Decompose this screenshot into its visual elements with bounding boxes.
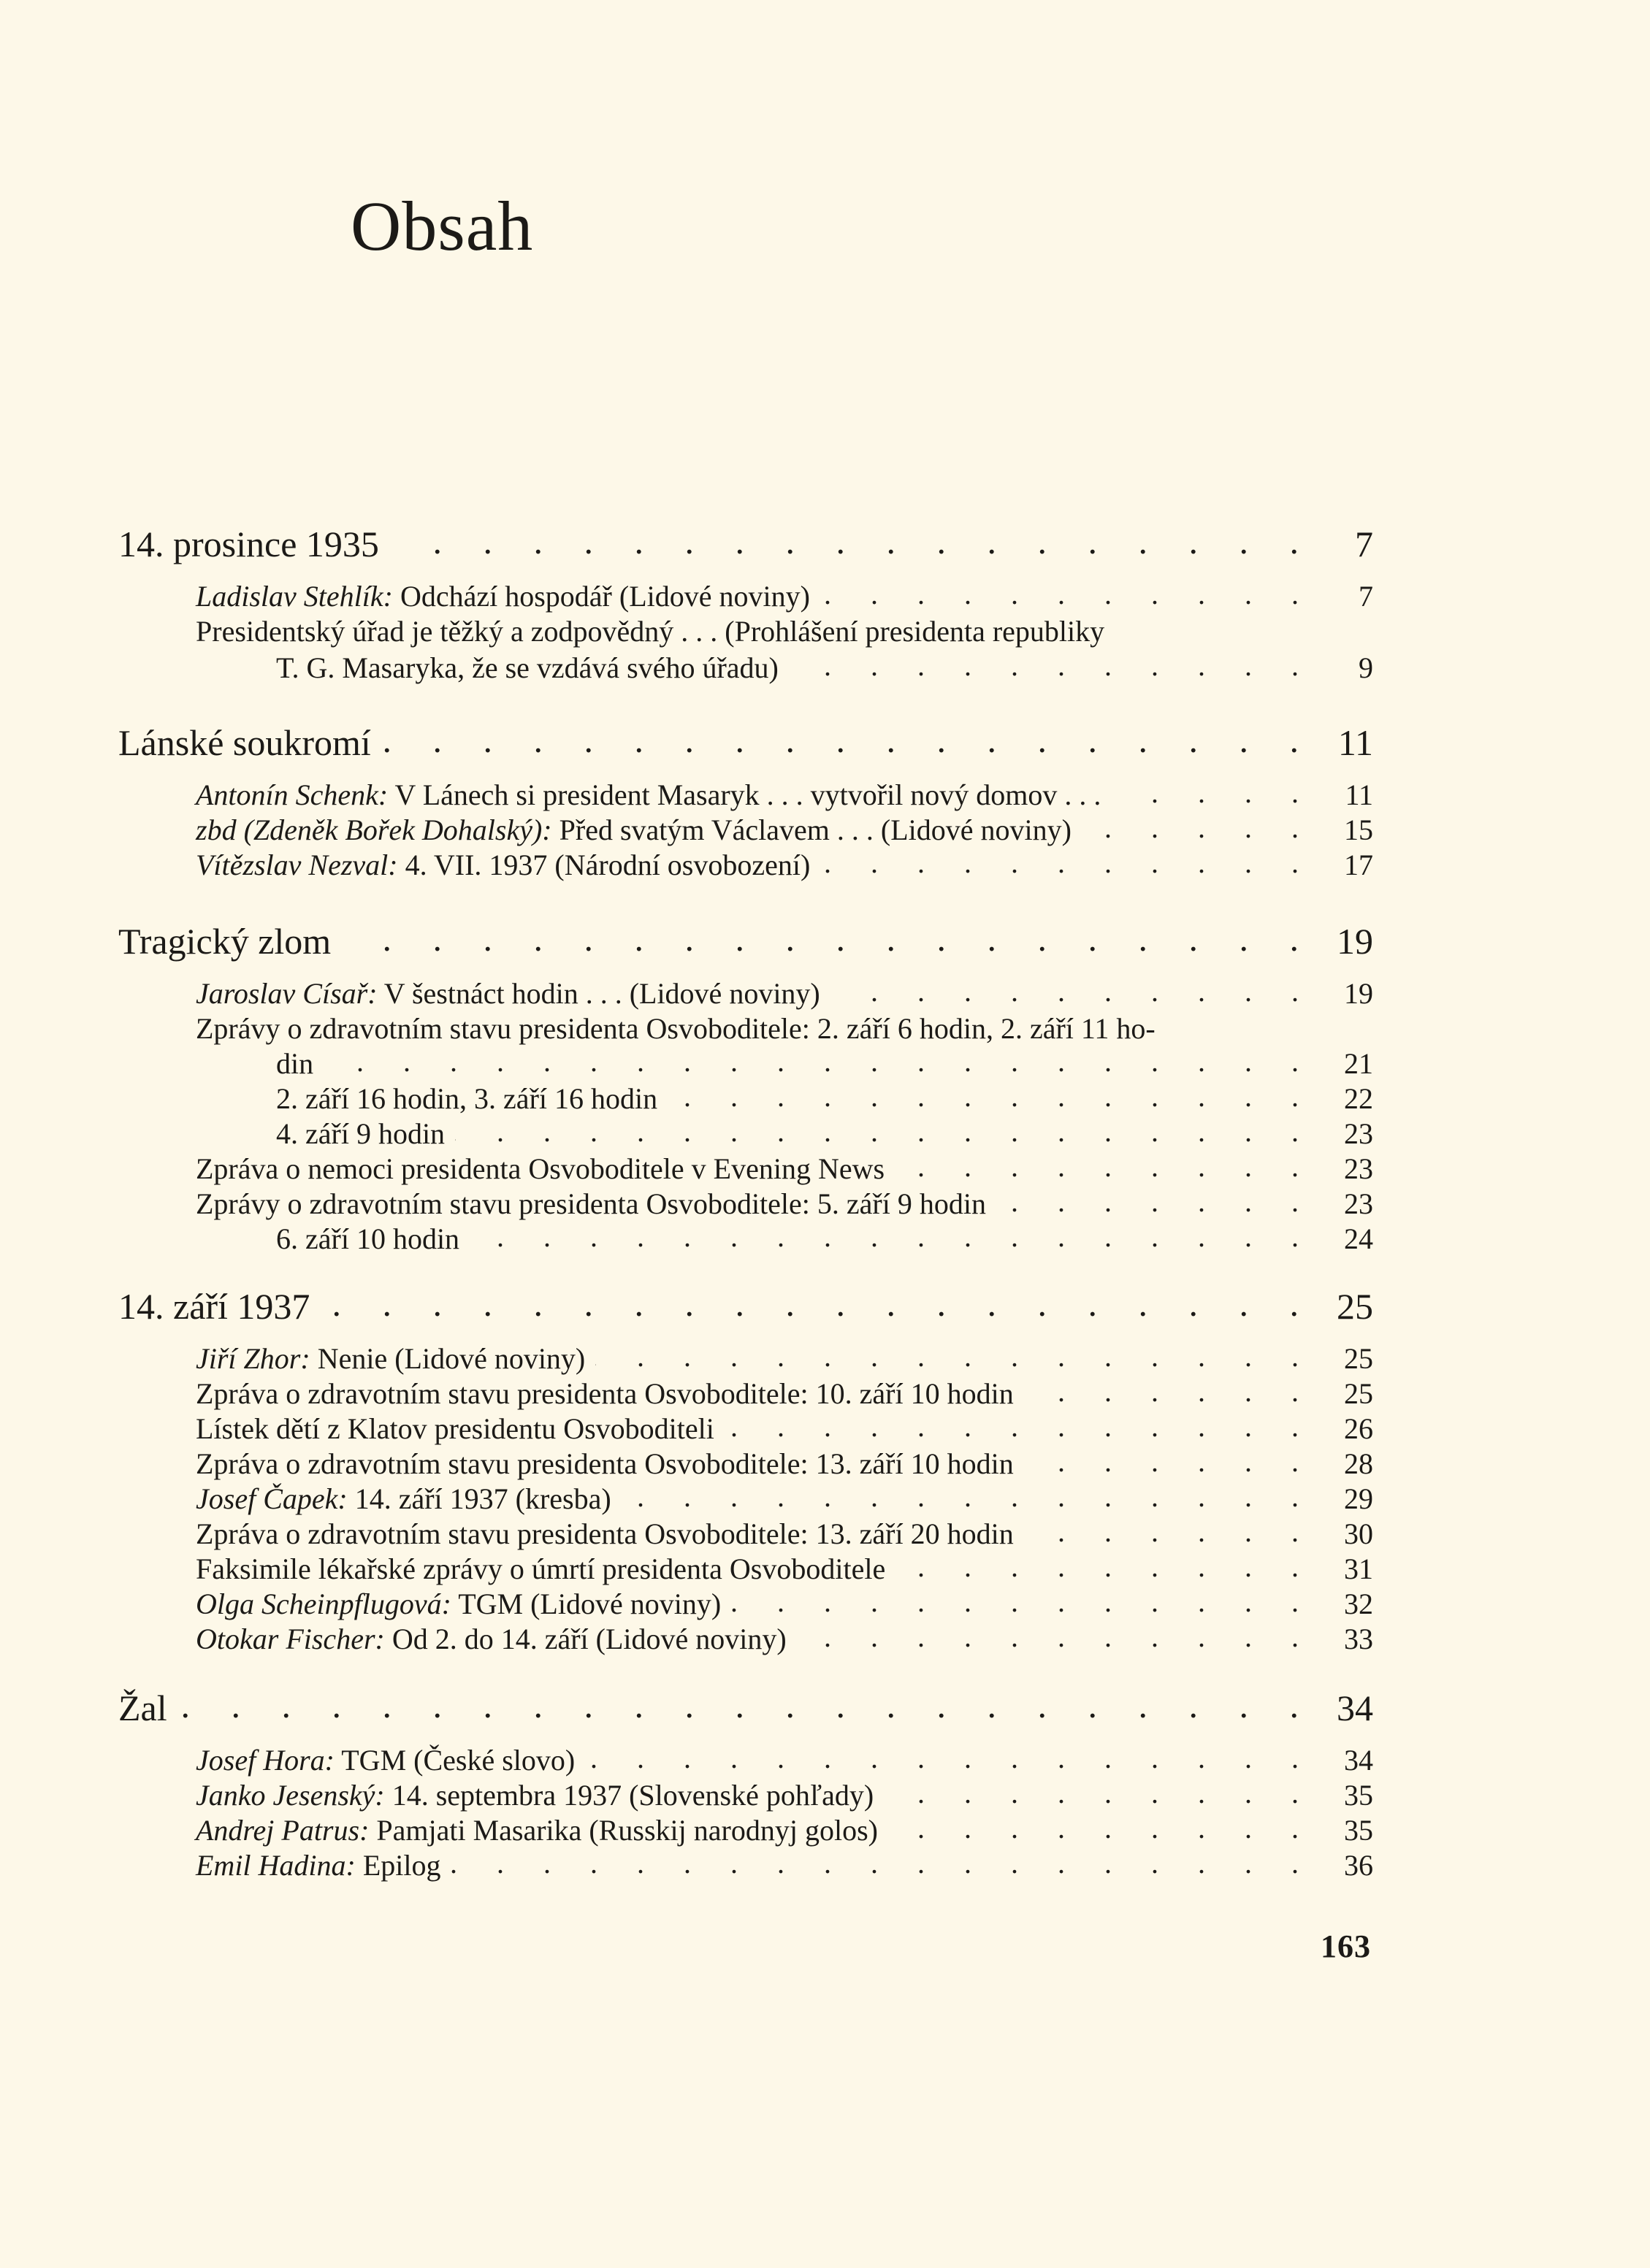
entry-title: 4. VII. 1937 (Národní osvobození) <box>397 848 811 881</box>
dot-leader <box>797 1620 1315 1649</box>
toc-entry-row[interactable] <box>0 775 1373 812</box>
entry-title: Od 2. do 14. září (Lidové noviny) <box>384 1623 787 1655</box>
section-title: 14. září 1937 <box>118 1286 310 1327</box>
dot-leader <box>595 1339 1315 1368</box>
section-title: Tragický zlom <box>118 921 332 962</box>
entry-text <box>0 976 820 1011</box>
entry-page-number: 36 <box>1344 1849 1373 1882</box>
section-page-number: 34 <box>1337 1687 1373 1728</box>
entry-title: Nenie (Lidové noviny) <box>310 1342 586 1375</box>
dot-leader <box>585 1741 1315 1770</box>
dot-leader <box>1024 1514 1315 1544</box>
entry-text <box>0 1482 611 1516</box>
dot-leader <box>324 1044 1315 1073</box>
dot-leader <box>622 1479 1315 1509</box>
entry-page-number: 24 <box>1344 1222 1373 1255</box>
entry-text <box>0 1116 445 1151</box>
toc-entry-row[interactable] <box>0 1741 1373 1777</box>
dot-leader <box>381 719 1315 755</box>
entry-author: Josef Čapek: <box>196 1482 348 1515</box>
dot-leader <box>820 846 1315 875</box>
dot-leader <box>1024 1444 1315 1474</box>
entry-author: Josef Hora: <box>196 1744 335 1777</box>
entry-text <box>0 813 1072 847</box>
toc-entry-row[interactable] <box>0 1846 1373 1882</box>
toc-entry-row[interactable] <box>0 1374 1373 1411</box>
section-page-number: 7 <box>1355 524 1373 564</box>
entry-author: Jaroslav Císař: <box>196 977 378 1010</box>
section-page-number: 25 <box>1337 1286 1373 1327</box>
entry-author: zbd (Zdeněk Bořek Dohalský): <box>196 813 552 846</box>
toc-entry-row[interactable] <box>0 1514 1373 1551</box>
toc-entry-row[interactable] <box>0 648 1373 685</box>
toc-entry-row[interactable] <box>0 1585 1373 1621</box>
entry-page-number: 23 <box>1344 1187 1373 1220</box>
entry-title: 14. září 1937 (kresba) <box>347 1482 611 1515</box>
page-title: Obsah <box>351 187 534 265</box>
toc-entry-row[interactable] <box>0 1079 1373 1116</box>
entry-page-number: 11 <box>1345 778 1373 811</box>
entry-page-number: 25 <box>1344 1377 1373 1410</box>
toc-section-row[interactable] <box>0 1282 1373 1328</box>
entry-title: V šestnáct hodin . . . (Lidové noviny) <box>377 977 820 1010</box>
entry-page-number: 22 <box>1344 1082 1373 1115</box>
entry-page-number: 31 <box>1344 1552 1373 1585</box>
entry-text <box>0 579 810 613</box>
entry-text <box>0 1587 721 1621</box>
toc-entry-row[interactable] <box>0 1620 1373 1656</box>
entry-text <box>0 778 1101 812</box>
entry-title: Faksimile lékařské zprávy o úmrtí presidenta Osvoboditele <box>196 1552 886 1585</box>
entry-author: Olga Scheinpflugová: <box>196 1587 451 1620</box>
entry-author: Emil Hadina: <box>196 1849 356 1882</box>
entry-text <box>0 651 779 685</box>
toc-section-row[interactable] <box>0 917 1373 962</box>
entry-page-number: 7 <box>1359 580 1373 613</box>
toc-entry-row[interactable] <box>0 1444 1373 1481</box>
toc-entry-row[interactable] <box>0 1339 1373 1376</box>
dot-leader <box>1024 1374 1315 1403</box>
entry-page-number: 19 <box>1344 977 1373 1010</box>
dot-leader <box>455 1114 1315 1143</box>
entry-page-number: 21 <box>1344 1047 1373 1080</box>
entry-author: Antonín Schenk: <box>196 778 389 811</box>
entry-text <box>0 1222 459 1256</box>
entry-title: Před svatým Václavem . . . (Lidové noviny) <box>551 813 1072 846</box>
entry-title: Epilog <box>355 1849 441 1882</box>
section-page-number: 19 <box>1337 921 1373 962</box>
entry-text <box>0 1778 874 1812</box>
entry-author: Janko Jesenský: <box>196 1779 385 1812</box>
entry-page-number: 28 <box>1344 1447 1373 1480</box>
toc-entry-row[interactable] <box>0 1044 1373 1081</box>
toc-entry-row[interactable] <box>0 1009 1373 1046</box>
entry-page-number: 34 <box>1344 1744 1373 1777</box>
dot-leader <box>996 1184 1315 1214</box>
entry-page-number: 33 <box>1344 1623 1373 1655</box>
entry-text <box>0 1411 714 1446</box>
entry-text <box>0 1341 585 1376</box>
entry-title: Odchází hospodář (Lidové noviny) <box>392 580 810 613</box>
toc-entry-row[interactable] <box>0 1149 1373 1186</box>
entry-title: 2. září 16 hodin, 3. září 16 hodin <box>276 1082 658 1115</box>
section-page-number: 11 <box>1337 722 1373 763</box>
dot-leader <box>895 1549 1315 1579</box>
entry-text <box>0 1447 1014 1481</box>
entry-text <box>0 1743 575 1777</box>
entry-title: TGM (České slovo) <box>334 1744 576 1777</box>
entry-author: Otokar Fischer: <box>196 1623 385 1655</box>
dot-leader <box>895 1149 1315 1179</box>
entry-title: Zprávy o zdravotním stavu presidenta Osvoboditele: 5. září 9 hodin <box>196 1187 986 1220</box>
section-title: Žal <box>118 1687 167 1728</box>
entry-page-number: 35 <box>1344 1814 1373 1847</box>
entry-text <box>0 1848 441 1882</box>
entry-page-number: 15 <box>1344 813 1373 846</box>
dot-leader <box>884 1776 1315 1805</box>
entry-text <box>0 614 1104 648</box>
entry-text <box>0 1046 313 1081</box>
toc-entry-row[interactable] <box>0 612 1373 648</box>
toc-entry-row[interactable] <box>0 1409 1373 1446</box>
section-title: Lánské soukromí <box>118 722 371 763</box>
toc-entry-row[interactable] <box>0 1479 1373 1516</box>
section-title: 14. prosince 1935 <box>118 524 379 564</box>
entry-text <box>0 1813 878 1847</box>
entry-page-number: 29 <box>1344 1482 1373 1515</box>
entry-author: Andrej Patrus: <box>196 1814 370 1847</box>
dot-leader <box>470 1219 1315 1249</box>
toc-section-row[interactable] <box>0 520 1373 565</box>
entry-title: Presidentský úřad je těžký a zodpovědný . . . (Prohlášení presidenta republiky <box>196 615 1105 648</box>
entry-page-number: 30 <box>1344 1517 1373 1550</box>
dot-leader <box>451 1846 1315 1875</box>
entry-page-number: 23 <box>1344 1117 1373 1150</box>
entry-author: Vítězslav Nezval: <box>196 848 398 881</box>
entry-text <box>0 848 810 882</box>
dot-leader <box>389 520 1315 556</box>
dot-leader <box>341 917 1315 954</box>
entry-page-number: 9 <box>1359 651 1373 684</box>
entry-text <box>0 1517 1014 1551</box>
entry-title: 14. septembra 1937 (Slovenské pohľady) <box>384 1779 874 1812</box>
toc-entry-row[interactable] <box>0 1114 1373 1151</box>
dot-leader <box>1111 775 1315 805</box>
entry-title: T. G. Masaryka, že se vzdává svého úřadu) <box>276 651 779 684</box>
entry-title: Zprávy o zdravotním stavu presidenta Osvoboditele: 2. září 6 hodin, 2. září 11 ho- <box>196 1012 1156 1045</box>
entry-text <box>0 1011 1156 1046</box>
entry-title: Lístek dětí z Klatov presidentu Osvoboditeli <box>196 1412 714 1445</box>
toc-section-row[interactable] <box>0 1684 1373 1729</box>
entry-title: 4. září 9 hodin <box>276 1117 446 1150</box>
toc-entry-row[interactable] <box>0 1549 1373 1586</box>
dot-leader <box>668 1079 1315 1108</box>
entry-text <box>0 1622 787 1656</box>
entry-author: Ladislav Stehlík: <box>196 580 393 613</box>
entry-title: 6. září 10 hodin <box>276 1222 460 1255</box>
toc-entry-row[interactable] <box>0 1184 1373 1221</box>
entry-page-number: 35 <box>1344 1779 1373 1812</box>
entry-title: TGM (Lidové noviny) <box>451 1587 722 1620</box>
toc-entry-row[interactable] <box>0 846 1373 882</box>
page-number: 163 <box>1321 1928 1371 1964</box>
dot-leader <box>888 1811 1315 1840</box>
entry-title: Zpráva o zdravotním stavu presidenta Osvoboditele: 13. září 20 hodin <box>196 1517 1014 1550</box>
dot-leader <box>725 1409 1315 1438</box>
entry-page-number: 17 <box>1344 848 1373 881</box>
toc-entry-row[interactable] <box>0 1776 1373 1812</box>
entry-text <box>0 1187 986 1221</box>
entry-text <box>0 1081 657 1116</box>
entry-text <box>0 1552 885 1586</box>
entry-title: Zpráva o zdravotním stavu presidenta Osvoboditele: 13. září 10 hodin <box>196 1447 1014 1480</box>
dot-leader <box>177 1684 1315 1720</box>
dot-leader <box>830 974 1315 1003</box>
entry-author: Jiří Zhor: <box>196 1342 310 1375</box>
entry-text <box>0 1152 885 1186</box>
entry-page-number: 25 <box>1344 1342 1373 1375</box>
entry-title: Zpráva o nemoci presidenta Osvoboditele v Evening News <box>196 1152 885 1185</box>
entry-page-number: 32 <box>1344 1587 1373 1620</box>
dot-leader <box>820 577 1315 606</box>
entry-page-number: 23 <box>1344 1152 1373 1185</box>
toc-section-row[interactable] <box>0 719 1373 764</box>
dot-leader <box>789 648 1315 678</box>
dot-leader <box>731 1585 1315 1614</box>
dot-leader <box>1082 811 1315 840</box>
entry-page-number: 26 <box>1344 1412 1373 1445</box>
toc-entry-row[interactable] <box>0 1811 1373 1847</box>
entry-title: Zpráva o zdravotním stavu presidenta Osvoboditele: 10. září 10 hodin <box>196 1377 1014 1410</box>
entry-title: din <box>276 1047 314 1080</box>
entry-text <box>0 1376 1014 1411</box>
toc-entry-row[interactable] <box>0 1219 1373 1256</box>
toc-entry-row[interactable] <box>0 974 1373 1011</box>
entry-title: Pamjati Masarika (Russkij narodnyj golos) <box>369 1814 878 1847</box>
dot-leader <box>320 1282 1315 1319</box>
entry-title: V Lánech si president Masaryk . . . vytvořil nový domov . . . <box>388 778 1101 811</box>
toc-entry-row[interactable] <box>0 811 1373 847</box>
toc-entry-row[interactable] <box>0 577 1373 613</box>
